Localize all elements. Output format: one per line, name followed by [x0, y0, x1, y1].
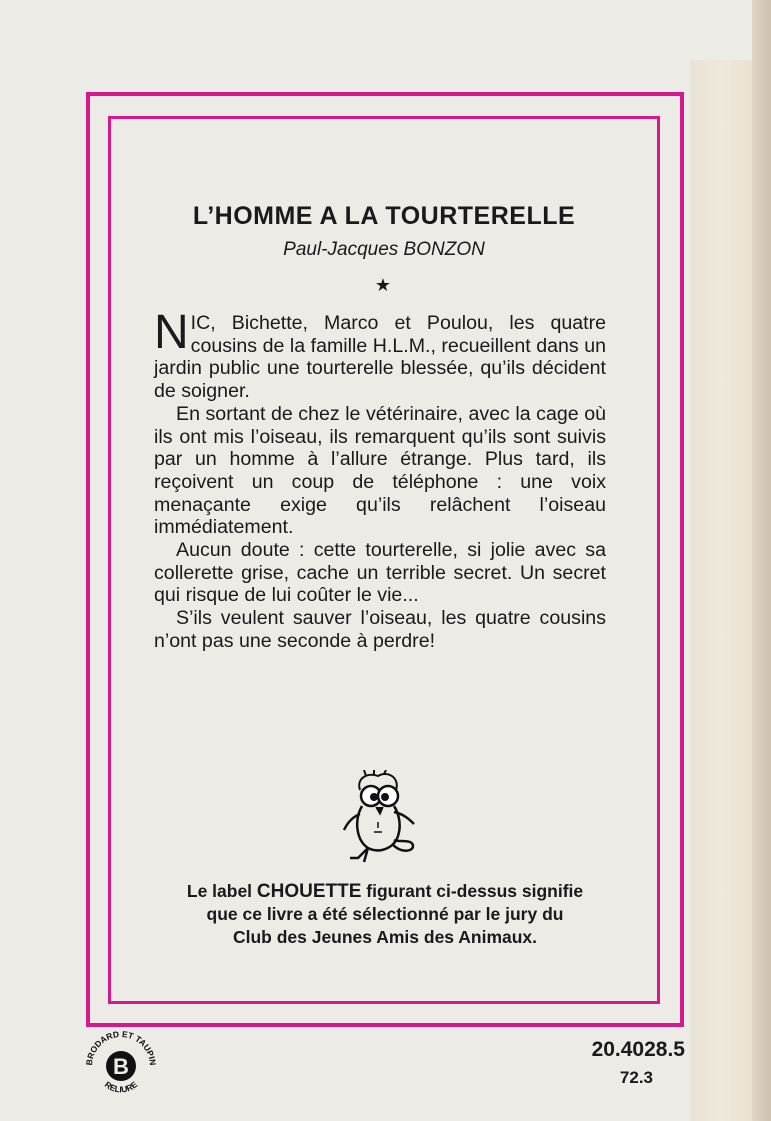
label-note-line-2: que ce livre a été sélectionné par le jury du — [206, 904, 564, 924]
drop-cap: N — [154, 306, 189, 359]
chouette-owl-icon — [338, 770, 420, 865]
blurb-paragraph-3: Aucun doute : cette tourterelle, si jolie avec sa collerette grise, cache un terrible secret. Un secret qui risque de lui coûter le vie... — [154, 539, 606, 607]
chouette-label-note — [130, 880, 640, 949]
catalog-number: 20.4028.5 — [591, 1038, 685, 1061]
label-name: CHOUETTE — [256, 881, 362, 902]
back-cover-blurb — [154, 306, 606, 653]
blurb-paragraph-1 — [154, 306, 606, 403]
label-note-line-1 — [130, 880, 640, 903]
svg-text:RELIURE — [103, 1079, 140, 1094]
label-note-prefix: Le label — [186, 881, 257, 901]
blurb-paragraph-4: S’ils veulent sauver l’oiseau, les quatre cousins n’ont pas une seconde à perdre! — [154, 607, 606, 652]
blurb-paragraph-1-text: IC, Bichette, Marco et Poulou, les quatre cousins de la famille H.L.M., recueillent dans un jardin public une tourterelle blessée, qu’ils décident de soigner. — [154, 312, 606, 403]
blurb-paragraph-2: En sortant de chez le vétérinaire, avec la cage où ils ont mis l’oiseau, ils remarquent qu’ils sont suivis par un homme à l’allure étrange. Plus tard, ils reçoivent un coup de téléphone : une voix menaçante exige qu’ils relâchent l’oiseau immédiatement. — [154, 402, 606, 539]
label-note-suffix: figurant ci-dessus signifie — [361, 881, 584, 901]
brodard-taupin-binder-logo — [80, 1022, 162, 1104]
label-note-line-3: Club des Jeunes Amis des Animaux. — [232, 927, 538, 947]
logo-letter: B — [113, 1054, 129, 1079]
book-author: Paul-Jacques BONZON — [283, 239, 485, 260]
star-ornament: ★ — [374, 275, 392, 295]
book-title: L’HOMME A LA TOURTERELLE — [192, 202, 576, 230]
logo-bottom-text: RELIURE — [102, 1079, 140, 1095]
issue-code: 72.3 — [619, 1068, 653, 1087]
logo-top-text: BRODARD ET TAUPIN — [83, 1028, 159, 1066]
spine-shadow — [752, 0, 771, 1121]
